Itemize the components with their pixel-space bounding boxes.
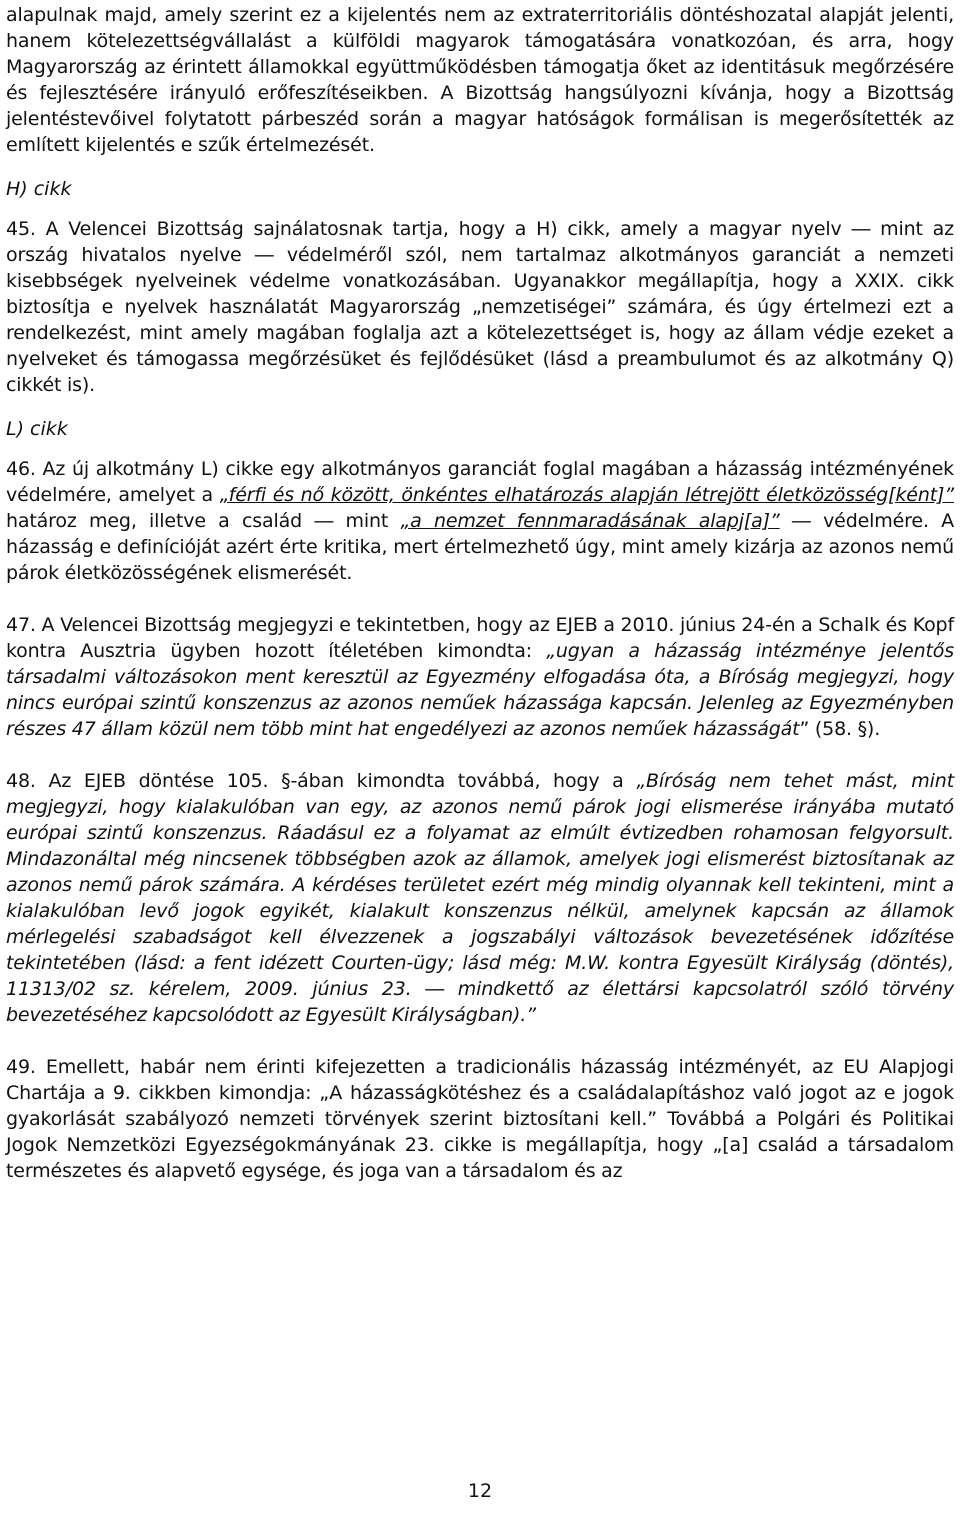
paragraph-46-quote-family: „a nemzet fennmaradásának alapj[a]” [400, 510, 780, 532]
paragraph-47 [6, 612, 954, 742]
paragraph-45 [6, 216, 954, 398]
paragraph-intro [6, 2, 954, 158]
section-heading-l-cikk: L) cikk [6, 418, 68, 440]
paragraph-intro-text: alapulnak majd, amely szerint ez a kijelentés nem az extraterritoriális döntéshozatal alapját jelenti, hanem kötelezettségvállalást a külföldi magyarok támogatására vonatkozóan, és arra, hogy Magyarország az érintett államokkal együttműködésben támogatja őket az identitásuk megőrzésére és fejlesztésére irányuló erőfeszítéseikben. A Bizottság hangsúlyozni kívánja, hogy a Bizottság jelentéstevőivel folytatott párbeszéd során a magyar hatóságok formálisan is megerősítették az említett kijelentés e szűk értelmezését. [6, 4, 954, 156]
paragraph-49 [6, 1054, 954, 1184]
paragraph-46-text: határoz meg, illetve a család ― mint [6, 510, 401, 532]
paragraph-48-quote: „Bíróság nem tehet mást, mint megjegyzi, hogy kialakulóban van egy, az azonos nemű párok jogi elismerése irányába mutató európai szintű konszenzus. Ráadásul ez a folyamat az elmúlt évtizedben rohamosan felgyorsult. Mindazonáltal még nincsenek többségben azok az államok, amelyek jogi elismerést biztosítanak az azonos nemű párok számára. A kérdéses területet ezért még mindig olyannak kell tekinteni, mint a kialakulóban levő jogok egyikét, kialakult konszenzus nélkül, amelynek kapcsán az államok mérlegelési szabadságot kell élvezzenek a jogszabályi változások bevezetésének időzítése tekintetében (lásd: a fent idézett Courten-ügy; lásd még: M.W. kontra Egyesült Királyság (döntés), 11313/02 sz. kérelem, 2009. június 23. ― mindkettő az élettársi kapcsolatról szóló törvény bevezetéséhez kapcsolódott az Egyesült Királyságban).” [6, 770, 954, 1026]
paragraph-49-text: 49. Emellett, habár nem érinti kifejezetten a tradicionális házasság intézményét, az EU Alapjogi Chartája a 9. cikkben kimondja: „A házasságkötéshez és a családalapításhoz való jogot az e jogok gyakorlását szabályozó nemzeti törvények szerint biztosítani kell.” Továbbá a Polgári és Politikai Jogok Nemzetközi Egyezségokmányának 23. cikke is megállapítja, hogy „[a] család a társadalom természetes és alapvető egysége, és joga van a társadalom és az [6, 1056, 954, 1182]
paragraph-47-text: 47. A Velencei Bizottság megjegyzi e tekintetben, hogy az EJEB a 2010. június 24-én a Schalk és Kopf kontra Ausztria ügyben hozott ítéletében kimondta: [6, 614, 954, 662]
paragraph-47-quote: „ugyan a házasság intézménye jelentős társadalmi változásokon ment keresztül az Egyezmény elfogadása óta, a Bíróság megjegyzi, hogy nincs európai szintű konszenzus az azonos neműek házassága kapcsán. Jelenleg az Egyezményben részes 47 állam közül nem több mint hat engedélyezi az azonos neműek házasságát [6, 640, 955, 740]
paragraph-46 [6, 456, 954, 586]
paragraph-46-text: ― védelmére. A házasság e definícióját azért érte kritika, mert értelmezhető úgy, mint amely kizárja az azonos nemű párok életközösségének elismerését. [6, 510, 954, 584]
document-page [6, 0, 954, 1184]
page-number: 12 [467, 1480, 493, 1502]
section-heading-h-cikk: H) cikk [6, 178, 72, 200]
paragraph-47-text: ” (58. §). [799, 718, 881, 740]
paragraph-45-text: 45. A Velencei Bizottság sajnálatosnak tartja, hogy a H) cikk, amely a magyar nyelv ― mint az ország hivatalos nyelve ― védelméről szól, nem tartalmaz alkotmányos garanciát a nemzeti kisebbségek nyelveinek védelme vonatkozásában. Ugyanakkor megállapítja, hogy a XXIX. cikk biztosítja e nyelvek használatát Magyarország „nemzetiségei” számára, és úgy értelmezi ezt a rendelkezést, mint amely magában foglalja azt a kötelezettséget is, hogy az állam védje ezeket a nyelveket és támogassa megőrzésüket és fejlődésüket (lásd a preambulumot és az alkotmány Q) cikkét is). [6, 218, 954, 396]
paragraph-48 [6, 768, 954, 1028]
paragraph-46-text: 46. Az új alkotmány L) cikke egy alkotmányos garanciát foglal magában a házasság intézményének védelmére, amelyet a [6, 458, 954, 506]
paragraph-46-quote-marriage: „férfi és nő között, önkéntes elhatározás alapján létrejött életközösség[ként]” [219, 484, 954, 506]
paragraph-48-text: 48. Az EJEB döntése 105. §-ában kimondta továbbá, hogy a [6, 770, 637, 792]
